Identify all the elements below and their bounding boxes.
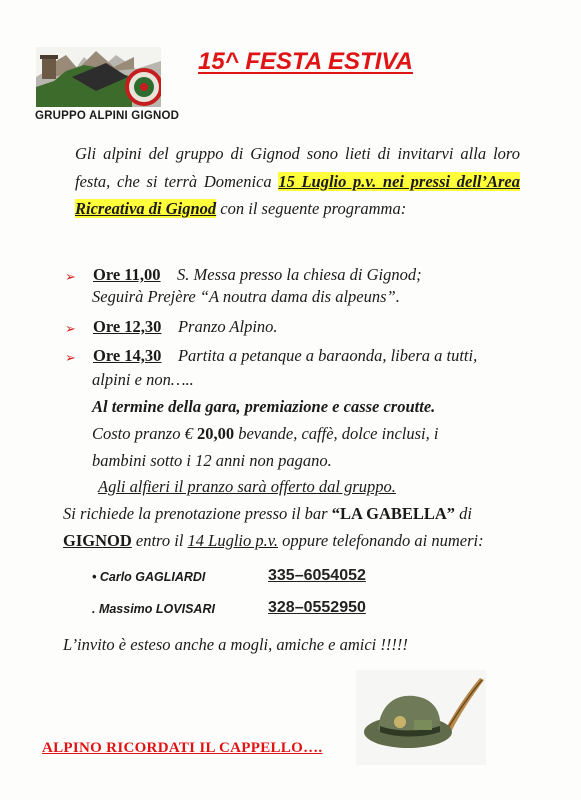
booking-place: GIGNOD — [63, 531, 132, 550]
cost-prefix: Costo pranzo € — [92, 424, 197, 443]
program-time: Ore 14,30 — [93, 346, 162, 365]
booking-text-end: di — [455, 504, 473, 523]
program-text: Partita a petanque a baraonda, libera a tutti, — [177, 346, 478, 365]
children-line: bambini sotto i 12 anni non pagano. — [92, 451, 332, 470]
footer-reminder: ALPINO RICORDATI IL CAPPELLO…. — [42, 740, 323, 756]
program-text: Pranzo Alpino. — [177, 317, 278, 336]
program-time: Ore 12,30 — [93, 317, 162, 336]
arrow-bullet-icon: ➢ — [65, 269, 76, 284]
booking-text-end: oppure telefonando ai numeri: — [277, 531, 484, 550]
contact-name: • Carlo GAGLIARDI — [92, 570, 206, 584]
booking-line-2 — [63, 531, 484, 551]
program-subline: Seguirà Prejère “A noutra dama dis alpeuns”. — [92, 287, 400, 306]
cost-suffix: bevande, caffè, dolce inclusi, i — [234, 424, 439, 443]
mountain-logo-icon — [36, 47, 161, 107]
contact-name: . Massimo LOVISARI — [92, 602, 215, 616]
arrow-bullet-icon: ➢ — [65, 350, 76, 365]
program-subline: alpini e non….. — [92, 370, 194, 389]
awards-line: Al termine della gara, premiazione e casse croutte. — [92, 397, 436, 416]
bar-name: “LA GABELLA” — [331, 504, 456, 523]
alfieri-line: Agli alfieri il pranzo sarà offerto dal gruppo. — [98, 477, 396, 496]
intro-text-end: con il seguente programma: — [216, 199, 407, 218]
arrow-bullet-icon: ➢ — [65, 321, 76, 336]
alpine-hat-icon — [356, 670, 486, 765]
booking-text: Si richiede la prenotazione presso il bar — [63, 504, 332, 523]
booking-deadline: 14 Luglio p.v. — [187, 531, 278, 550]
booking-line-1 — [63, 504, 472, 524]
program-time: Ore 11,00 — [93, 265, 161, 284]
program-text: S. Messa presso la chiesa di Gignod; — [177, 265, 422, 284]
event-date-location: 15 Luglio p.v. nei pressi dell’Area Ricreativa di Gignod — [75, 171, 520, 218]
closing-line: L’invito è esteso anche a mogli, amiche e amici !!!!! — [63, 635, 408, 654]
intro-text: Gli alpini del gruppo di Gignod sono lieti di invitarvi alla loro festa, che si terrà Domenica — [75, 144, 520, 191]
logo-caption: GRUPPO ALPINI GIGNOD — [35, 110, 180, 122]
cost-line — [92, 424, 438, 444]
page-title: 15^ FESTA ESTIVA — [198, 48, 413, 75]
contact-phone[interactable]: 328–0552950 — [268, 599, 366, 616]
group-logo — [36, 47, 161, 107]
intro-paragraph — [75, 140, 520, 223]
booking-text-mid: entro il — [131, 531, 188, 550]
contact-phone[interactable]: 335–6054052 — [268, 567, 366, 584]
cost-value: 20,00 — [196, 424, 235, 443]
alpine-hat-image — [356, 670, 486, 765]
